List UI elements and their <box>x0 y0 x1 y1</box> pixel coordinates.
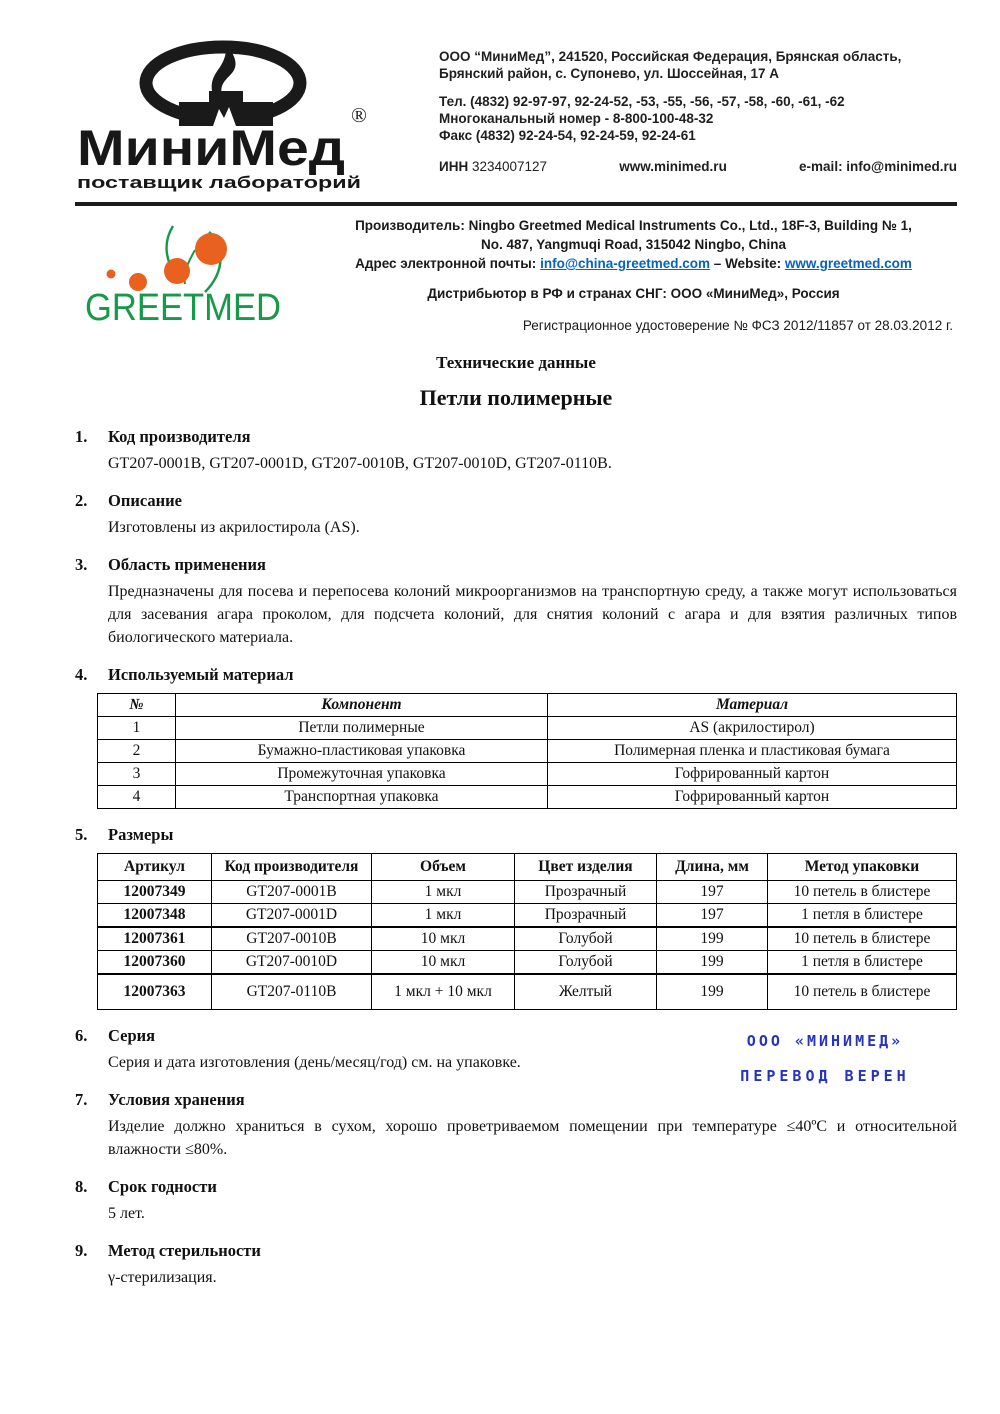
table-row <box>98 904 957 928</box>
header-divider <box>75 202 957 206</box>
section-number: 8. <box>75 1177 88 1196</box>
minimed-logo-icon <box>75 40 375 192</box>
cell: Промежуточная упаковка <box>176 763 548 786</box>
table-row <box>98 881 957 904</box>
greetmed-logo-icon <box>85 220 285 330</box>
section-shelf-life <box>75 1177 957 1225</box>
section-title: Код производителя <box>108 427 251 446</box>
cell: 10 петель в блистере <box>768 974 957 1010</box>
cell: Гофрированный картон <box>548 786 957 809</box>
section-body: GT207-0001B, GT207-0001D, GT207-0010B, GT207-0010D, GT207-0110B. <box>108 455 612 472</box>
cell: 199 <box>657 927 768 951</box>
website-link[interactable]: www.minimed.ru <box>619 159 727 174</box>
cell: 3 <box>98 763 176 786</box>
section-body: γ-стерилизация. <box>108 1269 217 1286</box>
column-header: Длина, мм <box>657 854 768 881</box>
cell: 1 петля в блистере <box>768 904 957 928</box>
cell: 10 мкл <box>372 951 515 975</box>
table-row <box>98 974 957 1010</box>
section-body: 5 лет. <box>108 1205 145 1222</box>
company-header <box>75 40 957 197</box>
contact-info <box>439 40 957 175</box>
cell: 10 петель в блистере <box>768 881 957 904</box>
section-number: 2. <box>75 491 88 510</box>
section-body: Предназначены для посева и перепосева колоний микроорганизмов на транспортную среду, а также могут использоваться для засевания агара проколом, для подсчета колоний, для снятия колоний с агара и для взятия различных типов биологического материала. <box>108 583 957 646</box>
table-row <box>98 763 957 786</box>
inn-label: ИНН <box>439 159 469 174</box>
registration-line: Регистрационное удостоверение № ФСЗ 2012/11857 от 28.03.2012 г. <box>522 318 953 333</box>
website-prefix-label: Website: <box>725 256 782 271</box>
cell: 199 <box>657 951 768 975</box>
column-header: Цвет изделия <box>515 854 657 881</box>
cell: Бумажно-пластиковая упаковка <box>176 740 548 763</box>
doc-subtitle: Технические данные <box>436 353 596 372</box>
cell: 12007348 <box>98 904 212 928</box>
cell: Транспортная упаковка <box>176 786 548 809</box>
cell: 10 мкл <box>372 927 515 951</box>
cell: Полимерная пленка и пластиковая бумага <box>548 740 957 763</box>
cell: 12007361 <box>98 927 212 951</box>
table-header-row <box>98 694 957 717</box>
cell: 10 петель в блистере <box>768 927 957 951</box>
cell: Голубой <box>515 927 657 951</box>
cell: AS (акрилостирол) <box>548 717 957 740</box>
cell: GT207-0010B <box>212 927 372 951</box>
cell: GT207-0110B <box>212 974 372 1010</box>
cell: GT207-0001D <box>212 904 372 928</box>
column-header: № <box>98 694 176 717</box>
distributor-line: Дистрибьютор в РФ и странах СНГ: ООО «МиниМед», Россия <box>427 286 840 301</box>
fax-line: Факс (4832) 92-24-54, 92-24-59, 92-24-61 <box>439 128 696 143</box>
greetmed-website-link[interactable]: www.greetmed.com <box>784 256 912 271</box>
cell: GT207-0001B <box>212 881 372 904</box>
greetmed-email-link[interactable]: info@china-greetmed.com <box>540 256 711 271</box>
section-number: 7. <box>75 1090 88 1109</box>
cell: 2 <box>98 740 176 763</box>
column-header: Артикул <box>98 854 212 881</box>
email-link[interactable]: e-mail: info@minimed.ru <box>799 159 957 174</box>
cell: 1 мкл <box>372 881 515 904</box>
table-row <box>98 786 957 809</box>
separator-dash: – <box>713 256 722 271</box>
section-body: Серия и дата изготовления (день/месяц/год) см. на упаковке. <box>108 1054 521 1071</box>
section-number: 9. <box>75 1241 88 1260</box>
registered-trademark-icon: ® <box>351 103 367 127</box>
cell: 12007363 <box>98 974 212 1010</box>
column-header: Код производителя <box>212 854 372 881</box>
table-row <box>98 951 957 975</box>
section-number: 3. <box>75 555 88 574</box>
section-number: 6. <box>75 1026 88 1045</box>
table-header-row <box>98 854 957 881</box>
section-application-area <box>75 555 957 649</box>
cell: 1 мкл <box>372 904 515 928</box>
page-title: Петли полимерные <box>419 385 613 410</box>
section-number: 4. <box>75 665 88 684</box>
manufacturer-block <box>75 210 957 335</box>
section-title: Используемый материал <box>108 665 294 684</box>
email-prefix-label: Адрес электронной почты: <box>355 256 537 271</box>
phone-line-1: Тел. (4832) 92-97-97, 92-24-52, -53, -55, -56, -57, -58, -60, -61, -62 <box>439 94 845 109</box>
section-title: Метод стерильности <box>108 1241 261 1260</box>
section-title: Условия хранения <box>108 1090 245 1109</box>
section-title: Область применения <box>108 555 266 574</box>
section-body: Изготовлены из акрилостирола (AS). <box>108 519 360 536</box>
manufacturer-info <box>310 210 957 335</box>
minimed-logo <box>75 40 375 197</box>
cell: GT207-0010D <box>212 951 372 975</box>
cell: 1 мкл + 10 мкл <box>372 974 515 1010</box>
manufacturer-line-2: No. 487, Yangmuqi Road, 315042 Ningbo, China <box>480 237 787 252</box>
cell: 1 петля в блистере <box>768 951 957 975</box>
manufacturer-line-1: Производитель: Ningbo Greetmed Medical Instruments Co., Ltd., 18F-3, Building № 1, <box>355 218 912 233</box>
manufacturer-email-line <box>310 254 957 273</box>
section-body: Изделие должно храниться в сухом, хорошо проветриваемом помещении при температуре ≤40ºС и относительной влажности ≤80%. <box>108 1118 957 1158</box>
sizes-table <box>97 853 957 1010</box>
section-manufacturer-code <box>75 427 957 475</box>
cell: 197 <box>657 904 768 928</box>
column-header: Метод упаковки <box>768 854 957 881</box>
cell: Прозрачный <box>515 904 657 928</box>
cell: Петли полимерные <box>176 717 548 740</box>
stamp-line-1: ООО «МИНИМЕД» <box>746 1032 904 1050</box>
greetmed-brand-text: GREETMED <box>85 287 281 329</box>
address-line-2: Брянский район, с. Супонево, ул. Шоссейная, 17 А <box>439 66 779 81</box>
translation-stamp <box>705 1032 945 1085</box>
phone-line-2: Многоканальный номер - 8-800-100-48-32 <box>439 111 714 126</box>
section-title: Описание <box>108 491 182 510</box>
cell: Желтый <box>515 974 657 1010</box>
section-title: Срок годности <box>108 1177 217 1196</box>
address-line-1: ООО “МиниМед”, 241520, Российская Федерация, Брянская область, <box>439 49 902 64</box>
greetmed-logo <box>75 210 290 335</box>
section-number: 1. <box>75 427 88 446</box>
cell: 12007349 <box>98 881 212 904</box>
cell: Голубой <box>515 951 657 975</box>
inn <box>439 158 547 175</box>
section-used-material <box>75 665 957 809</box>
cell: 1 <box>98 717 176 740</box>
cell: 4 <box>98 786 176 809</box>
section-number: 5. <box>75 825 88 844</box>
cell: 199 <box>657 974 768 1010</box>
minimed-tagline: поставщик лабораторий <box>77 173 361 192</box>
section-sizes <box>75 825 957 1010</box>
cell: Прозрачный <box>515 881 657 904</box>
stamp-line-2: ПЕРЕВОД ВЕРЕН <box>740 1067 910 1085</box>
cell: 197 <box>657 881 768 904</box>
table-row <box>98 740 957 763</box>
section-sterilization-method <box>75 1241 957 1289</box>
material-table <box>97 693 957 809</box>
column-header: Компонент <box>176 694 548 717</box>
section-title: Размеры <box>108 825 174 844</box>
minimed-brand-text: МиниМед <box>77 120 345 176</box>
section-title: Серия <box>108 1026 156 1045</box>
table-row <box>98 717 957 740</box>
inn-row <box>439 158 957 175</box>
section-storage-conditions <box>75 1090 957 1161</box>
column-header: Материал <box>548 694 957 717</box>
section-description <box>75 491 957 539</box>
section-series <box>75 1026 957 1085</box>
cell: Гофрированный картон <box>548 763 957 786</box>
column-header: Объем <box>372 854 515 881</box>
cell: 12007360 <box>98 951 212 975</box>
table-row <box>98 927 957 951</box>
inn-value: 3234007127 <box>471 159 548 174</box>
